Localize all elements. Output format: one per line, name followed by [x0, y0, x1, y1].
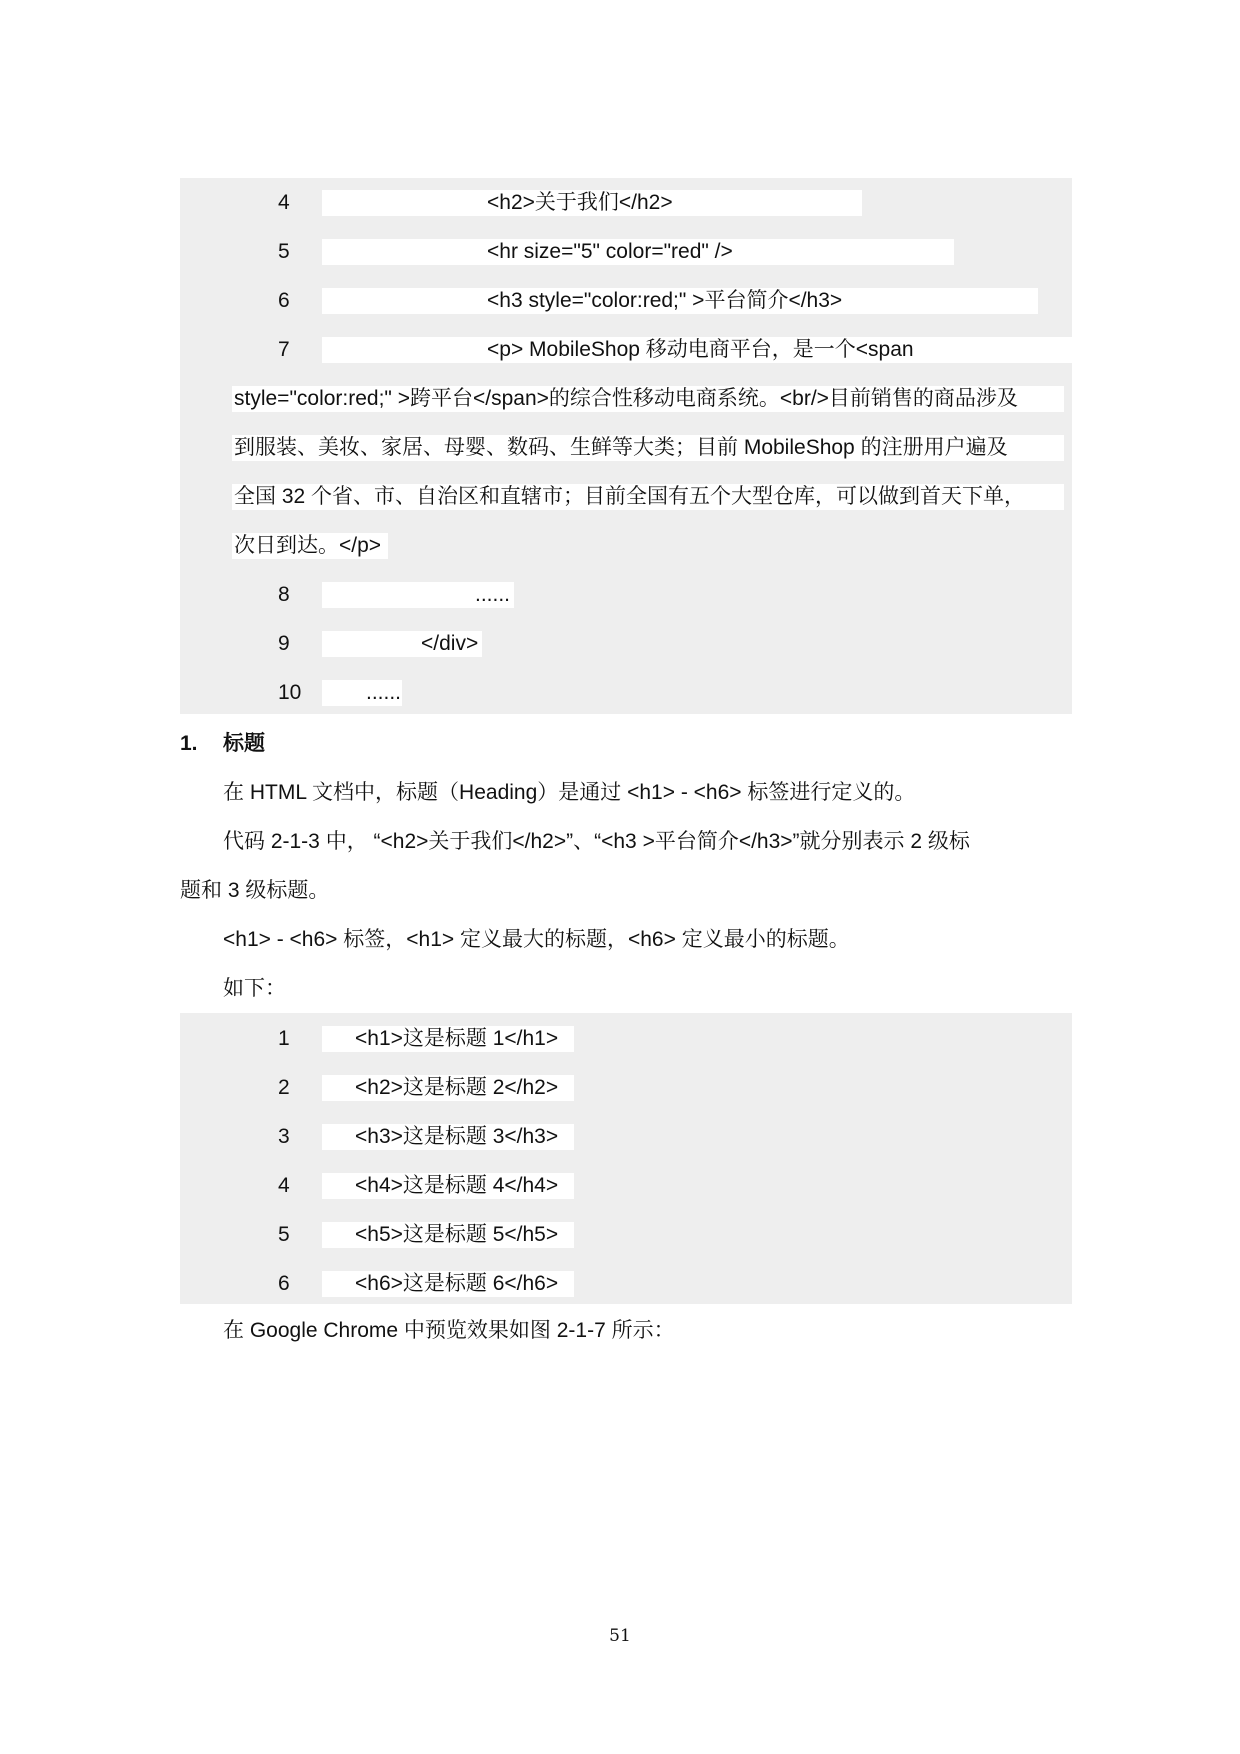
line-number: 10: [278, 681, 302, 704]
line-number: 3: [278, 1125, 290, 1148]
paragraph: 如下：: [223, 977, 286, 1000]
line-number: 9: [278, 632, 290, 655]
line-number: 4: [278, 191, 290, 214]
paragraph: <h1> - <h6> 标签，<h1> 定义最大的标题，<h6> 定义最小的标题。: [223, 928, 850, 951]
line-number: 7: [278, 338, 290, 361]
code-block-2: [180, 1013, 1072, 1304]
line-number: 6: [278, 289, 290, 312]
code-continuation: 次日到达。</p>: [234, 534, 382, 557]
section-title: 标题: [223, 732, 265, 755]
code-line: <h4>这是标题 4</h4>: [355, 1174, 559, 1197]
line-number: 2: [278, 1076, 290, 1099]
paragraph: 题和 3 级标题。: [180, 879, 330, 902]
code-line: <p> MobileShop 移动电商平台，是一个<span: [487, 338, 914, 361]
line-number: 5: [278, 1223, 290, 1246]
code-line: <h3>这是标题 3</h3>: [355, 1125, 559, 1148]
code-continuation: 到服装、美妆、家居、母婴、数码、生鲜等大类；目前 MobileShop 的注册用户遍及: [234, 436, 1008, 459]
code-line: <h5>这是标题 5</h5>: [355, 1223, 559, 1246]
code-line: </div>: [421, 632, 479, 655]
section-number: 1.: [180, 732, 198, 755]
line-number: 4: [278, 1174, 290, 1197]
code-line: <h2>关于我们</h2>: [487, 191, 673, 214]
paragraph: 代码 2-1-3 中， “<h2>关于我们</h2>”、“<h3 >平台简介</h3>”就分别表示 2 级标: [223, 830, 970, 853]
code-line: ......: [366, 681, 402, 704]
code-continuation: style="color:red;" >跨平台</span>的综合性移动电商系统。<br/>目前销售的商品涉及: [234, 387, 1018, 410]
code-continuation: 全国 32 个省、市、自治区和直辖市；目前全国有五个大型仓库，可以做到首天下单，: [234, 485, 1026, 508]
code-line: <h3 style="color:red;" >平台简介</h3>: [487, 289, 843, 312]
paragraph: 在 Google Chrome 中预览效果如图 2-1-7 所示：: [223, 1319, 675, 1342]
code-line: <h2>这是标题 2</h2>: [355, 1076, 559, 1099]
line-number: 8: [278, 583, 290, 606]
page-number: 51: [609, 1626, 631, 1646]
code-line: ......: [475, 583, 511, 606]
line-number: 1: [278, 1027, 290, 1050]
line-number: 6: [278, 1272, 290, 1295]
code-line: <h6>这是标题 6</h6>: [355, 1272, 559, 1295]
code-line: <h1>这是标题 1</h1>: [355, 1027, 559, 1050]
line-number: 5: [278, 240, 290, 263]
paragraph: 在 HTML 文档中，标题（Heading）是通过 <h1> - <h6> 标签进行定义的。: [223, 781, 916, 804]
code-line: <hr size="5" color="red" />: [487, 240, 733, 263]
code-block-1: [180, 178, 1072, 714]
